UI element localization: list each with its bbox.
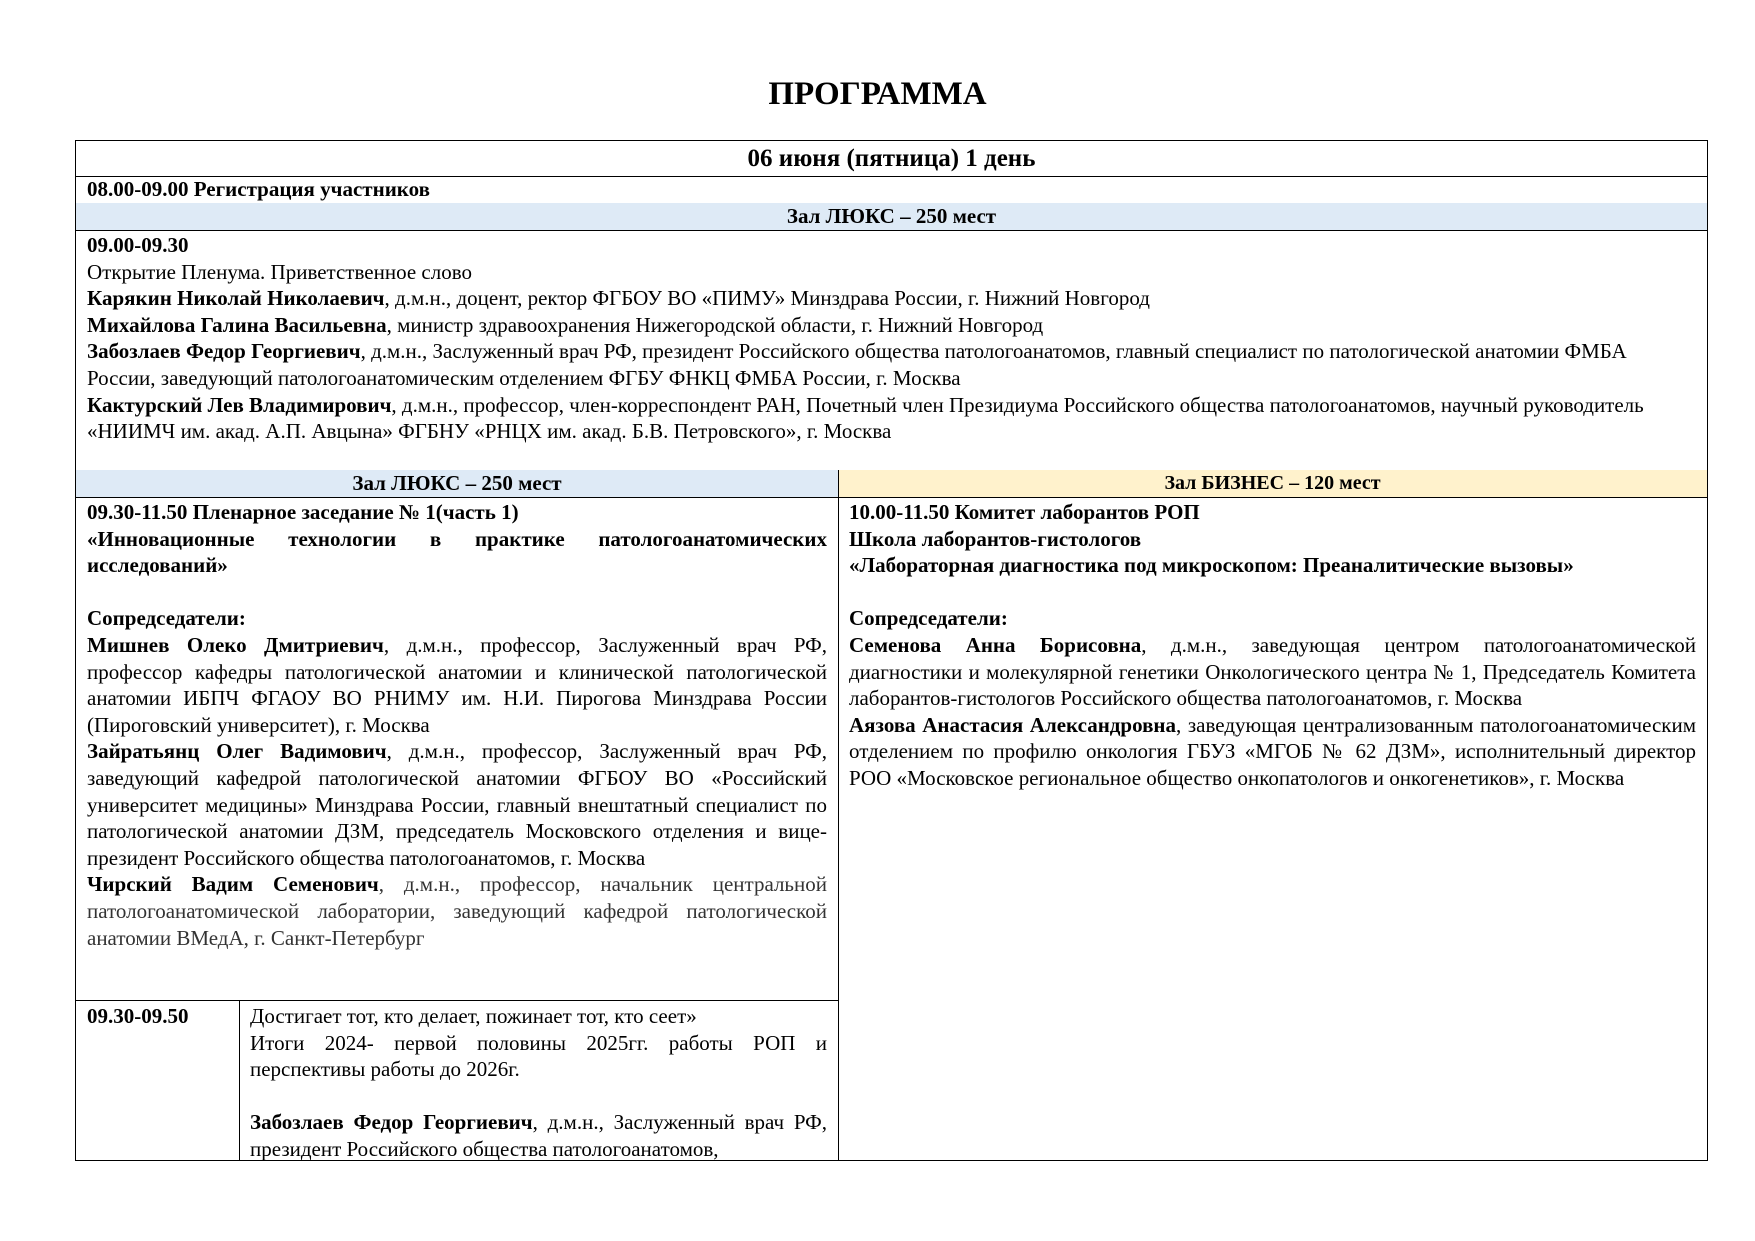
chair-entry	[849, 712, 1696, 792]
page-title: ПРОГРАММА	[768, 76, 987, 112]
chair-entry	[87, 632, 827, 738]
chair-entry	[849, 632, 1696, 712]
hall-lux-header: Зал ЛЮКС – 250 мест	[76, 203, 1707, 230]
lab-committee-session	[838, 497, 1707, 792]
session-topic: «Инновационные технологии в практике патологоанатомических исследований»	[87, 526, 827, 578]
session-topic: «Лабораторная диагностика под микроскопом: Преаналитические вызовы»	[849, 553, 1574, 578]
chairs-label: Сопредседатели:	[87, 606, 246, 631]
chair-info: , д.м.н., заведующая центром патологоанатомической диагностики и молекулярной генетики Онкологического центра № 1, Председатель Комитета лаборантов-гистологов Российского общества патологоанатомов, г. Москва	[849, 632, 1696, 711]
hall-lux-column-header: Зал ЛЮКС – 250 мест	[76, 470, 838, 497]
chair-info: , д.м.н., профессор, Заслуженный врач РФ, профессор кафедры патологической анатомии и клинической патологической анатомии ИБПЧ ФГАОУ ВО РНИМУ им. Н.И. Пирогова Минздрава России (Пироговский университет), г. Москва	[87, 632, 827, 737]
opening-speaker	[87, 392, 1696, 445]
chair-info: , д.м.н., профессор, Заслуженный врач РФ, заведующий кафедрой патологической анатомии ФГБОУ ВО «Российский университет медицины» Минздрава России, главный внештатный специалист по патологической анатомии ДЗМ, председатель Московского отделения и вице-президент Российского общества патологоанатомов, г. Москва	[87, 739, 827, 870]
plenary-session	[76, 497, 838, 951]
chair-info: , заведующая централизованным патологоанатомическим отделением по профилю онкология ГБУЗ «МГОБ № 62 ДЗМ», исполнительный директор РОО «Московское региональное общество онкопатологов и онкогенетиков», г. Москва	[849, 712, 1697, 790]
session-title: 09.30-11.50 Пленарное заседание № 1(часть 1)	[87, 500, 519, 524]
session-title: 10.00-11.50 Комитет лаборантов РОП	[849, 500, 1200, 524]
talk-line: Достигает тот, кто делает, пожинает тот, кто сеет»	[250, 1004, 697, 1028]
chair-name: Аязова Анастасия Александровна	[849, 712, 1177, 737]
speaker-name: Кактурский Лев Владимирович	[87, 392, 392, 417]
talk-line: Итоги 2024- первой половины 2025гг. работы РОП и перспективы работы до 2026г.	[250, 1030, 827, 1082]
speaker-info: , д.м.н., профессор, член-корреспондент РАН, Почетный член Президиума Российского общества патологоанатомов, научный руководитель «НИИМЧ им. акад. А.П. Авцына» ФГБНУ «РНЦХ им. акад. Б.В. Петровского», г. Москва	[87, 392, 1644, 444]
opening-speaker	[87, 285, 1696, 312]
opening-section	[76, 230, 1707, 470]
speaker-name: Михайлова Галина Васильевна	[87, 312, 387, 337]
chairs-label: Сопредседатели:	[849, 606, 1008, 631]
school-title: Школа лаборантов-гистологов	[849, 526, 1142, 551]
registration-row: 08.00-09.00 Регистрация участников	[87, 177, 430, 201]
speaker-info: , министр здравоохранения Нижегородской области, г. Нижний Новгород	[386, 312, 1044, 337]
spacer	[849, 579, 1696, 606]
speaker-name: Забозлаев Федор Георгиевич	[250, 1110, 533, 1135]
speaker-info: , д.м.н., Заслуженный врач РФ, президент Российского общества патологоанатомов,	[250, 1110, 827, 1161]
chair-name: Зайратьянц Олег Вадимович	[87, 739, 387, 764]
speaker-name: Карякин Николай Николаевич	[87, 286, 385, 311]
opening-speaker	[87, 312, 1696, 339]
chair-name: Чирский Вадим Семенович	[87, 872, 379, 897]
chair-entry	[87, 871, 827, 951]
spacer	[250, 1083, 827, 1110]
chair-name: Семенова Анна Борисовна	[849, 632, 1142, 657]
speaker-info: , д.м.н., Заслуженный врач РФ, президент Российского общества патологоанатомов, главный специалист по патологической анатомии ФМБА России, заведующий патологоанатомическим отделением ФГБУ ФНКЦ ФМБА России, г. Москва	[87, 339, 1627, 390]
chair-entry	[87, 738, 827, 871]
talk-speaker	[250, 1109, 827, 1162]
program-table	[75, 140, 1708, 1161]
spacer	[87, 579, 827, 606]
speaker-name: Забозлаев Федор Георгиевич	[87, 339, 361, 364]
chair-name: Мишнев Олеко Дмитриевич	[87, 632, 384, 657]
talk-time: 09.30-09.50	[87, 1004, 189, 1028]
opening-title: Открытие Пленума. Приветственное слово	[87, 259, 472, 284]
speaker-info: , д.м.н., доцент, ректор ФГБОУ ВО «ПИМУ» Минздрава России, г. Нижний Новгород	[384, 286, 1150, 311]
talk-body	[239, 1001, 838, 1165]
opening-time: 09.00-09.30	[87, 233, 189, 257]
chair-info: , д.м.н., профессор, начальник центральной патологоанатомической лаборатории, заведующий кафедрой патологической анатомии ВМедА, г. Санкт-Петербург	[87, 872, 827, 950]
day-header: 06 июня (пятница) 1 день	[747, 145, 1036, 172]
hall-business-column-header: Зал БИЗНЕС – 120 мест	[838, 470, 1707, 497]
opening-speaker	[87, 338, 1696, 391]
